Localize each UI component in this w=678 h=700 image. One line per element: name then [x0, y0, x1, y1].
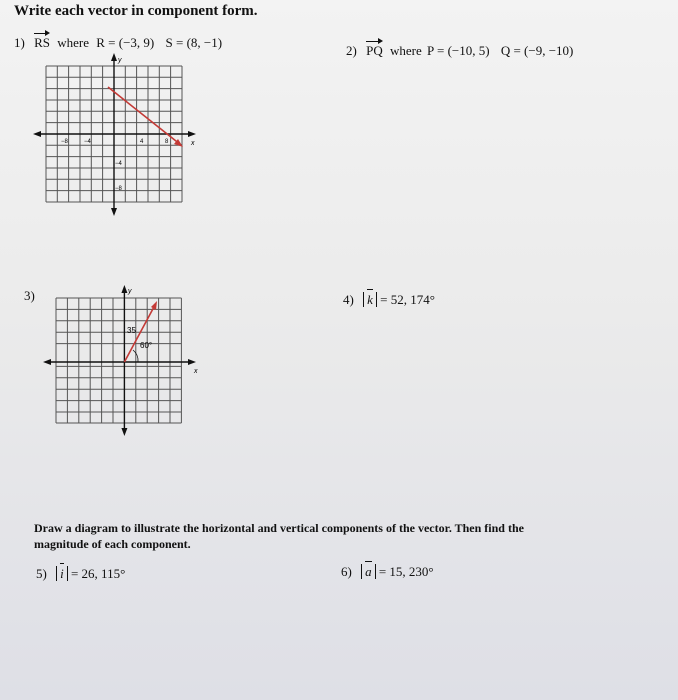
problem-2-number: 2): [346, 43, 357, 58]
problem-5-number: 5): [36, 566, 47, 581]
problem-1-number: 1): [14, 35, 25, 50]
tick-neg-y8: −8: [115, 186, 122, 192]
problem-6: [341, 564, 434, 580]
tick-8: 8: [165, 139, 169, 145]
where-label: where: [57, 35, 90, 50]
point-p: P = (−10, 5): [426, 43, 490, 58]
magnitude-k: [363, 292, 377, 307]
p1-x-axis-label: x: [191, 140, 195, 147]
vector-pq: PQ: [366, 43, 383, 58]
vector-rs: RS: [34, 35, 50, 50]
problem-5: [36, 566, 125, 582]
instructions: [34, 520, 524, 552]
p3-y-axis-label: y: [128, 288, 132, 295]
point-r: R = (−3, 9): [96, 35, 155, 50]
worksheet-title: Write each vector in component form.: [14, 3, 258, 19]
p3-x-axis-label: x: [194, 368, 198, 375]
problem-6-number: 6): [341, 564, 352, 579]
instructions-line-2: magnitude of each component.: [34, 537, 191, 551]
tick-neg8: −8: [61, 139, 68, 145]
vector-k: k: [367, 292, 373, 307]
tick-4: 4: [140, 139, 144, 145]
vector-a: a: [365, 564, 372, 579]
instructions-line-1: Draw a diagram to illustrate the horizontal and vertical components of the vector. Then find the: [34, 521, 524, 535]
magnitude-a: [361, 564, 376, 579]
problem-3-number: 3): [24, 288, 35, 303]
problem-5-values: = 26, 115°: [70, 566, 126, 581]
where-label-2: where: [389, 43, 422, 58]
vector-i: i: [60, 566, 64, 581]
p3-magnitude-label: 35: [127, 326, 136, 335]
p3-angle-label: 60°: [140, 341, 153, 350]
point-s: S = (8, −1): [165, 35, 223, 50]
problem-4-number: 4): [343, 292, 354, 307]
tick-neg-y4: −4: [115, 161, 122, 167]
problem-6-values: = 15, 230°: [378, 564, 434, 579]
tick-neg4: −4: [84, 139, 91, 145]
problem-4-values: = 52, 174°: [380, 292, 435, 307]
problem-4: [343, 292, 435, 308]
point-q: Q = (−9, −10): [500, 43, 574, 58]
magnitude-i: [56, 566, 68, 581]
p1-y-axis-label: y: [118, 57, 122, 64]
